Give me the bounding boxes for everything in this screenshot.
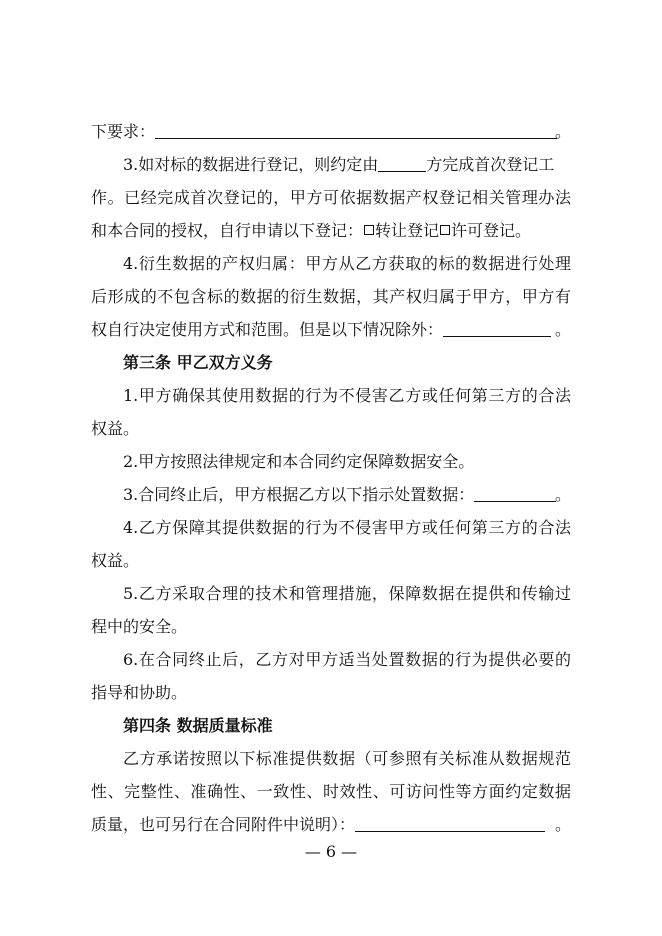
text-line: 和本合同的授权，自行申请以下登记： 转让登记 许可登记。	[91, 221, 532, 240]
text-line: 3.合同终止后，甲方根据乙方以下指示处置数据： 。	[123, 485, 571, 504]
text-line: 4.衍生数据的产权归属：甲方从乙方获取的标的数据进行处理	[123, 254, 571, 273]
text-line: 1.甲方确保其使用数据的行为不侵害乙方或任何第三方的合法	[123, 386, 571, 405]
page-number: — 6 —	[304, 842, 358, 861]
text-line: 下要求： 。	[91, 122, 571, 141]
text-line: 程中的安全。	[91, 617, 188, 636]
text-line: 指导和协助。	[91, 683, 188, 702]
text-line: 乙方承诺按照以下标准提供数据（可参照有关标准从数据规范	[123, 749, 571, 768]
fill-blank[interactable]	[443, 322, 551, 337]
text-line: 6.在合同终止后，乙方对甲方适当处置数据的行为提供必要的	[123, 650, 571, 669]
text-line: 权益。	[91, 419, 140, 438]
text-line: 5.乙方采取合理的技术和管理措施，保障数据在提供和传输过	[123, 584, 571, 603]
text-line: 权自行决定使用方式和范围。但是以下情况除外： 。	[91, 320, 571, 339]
fill-blank[interactable]	[474, 487, 556, 502]
fill-blank[interactable]	[378, 157, 426, 172]
fill-blank[interactable]	[155, 124, 557, 139]
section-heading: 第三条 甲乙双方义务	[123, 353, 273, 372]
text-line: 3.如对标的数据进行登记，则约定由 方完成首次登记工	[123, 155, 555, 174]
section-heading: 第四条 数据质量标准	[123, 716, 273, 735]
text-line: 权益。	[91, 551, 140, 570]
text-line: 后形成的不包含标的数据的衍生数据，其产权归属于甲方，甲方有	[91, 287, 571, 306]
checkbox-transfer[interactable]	[364, 225, 374, 235]
text-line: 4.乙方保障其提供数据的行为不侵害甲方或任何第三方的合法	[123, 518, 571, 537]
checkbox-license[interactable]	[440, 225, 450, 235]
text-line: 作。已经完成首次登记的，甲方可依据数据产权登记相关管理办法	[91, 188, 571, 207]
text-line: 性、完整性、准确性、一致性、时效性、可访问性等方面约定数据	[91, 782, 571, 801]
text-line: 2.甲方按照法律规定和本合同约定保障数据安全。	[123, 452, 475, 471]
fill-blank[interactable]	[355, 817, 545, 832]
text-line: 质量，也可另行在合同附件中说明）： 。	[91, 815, 571, 834]
